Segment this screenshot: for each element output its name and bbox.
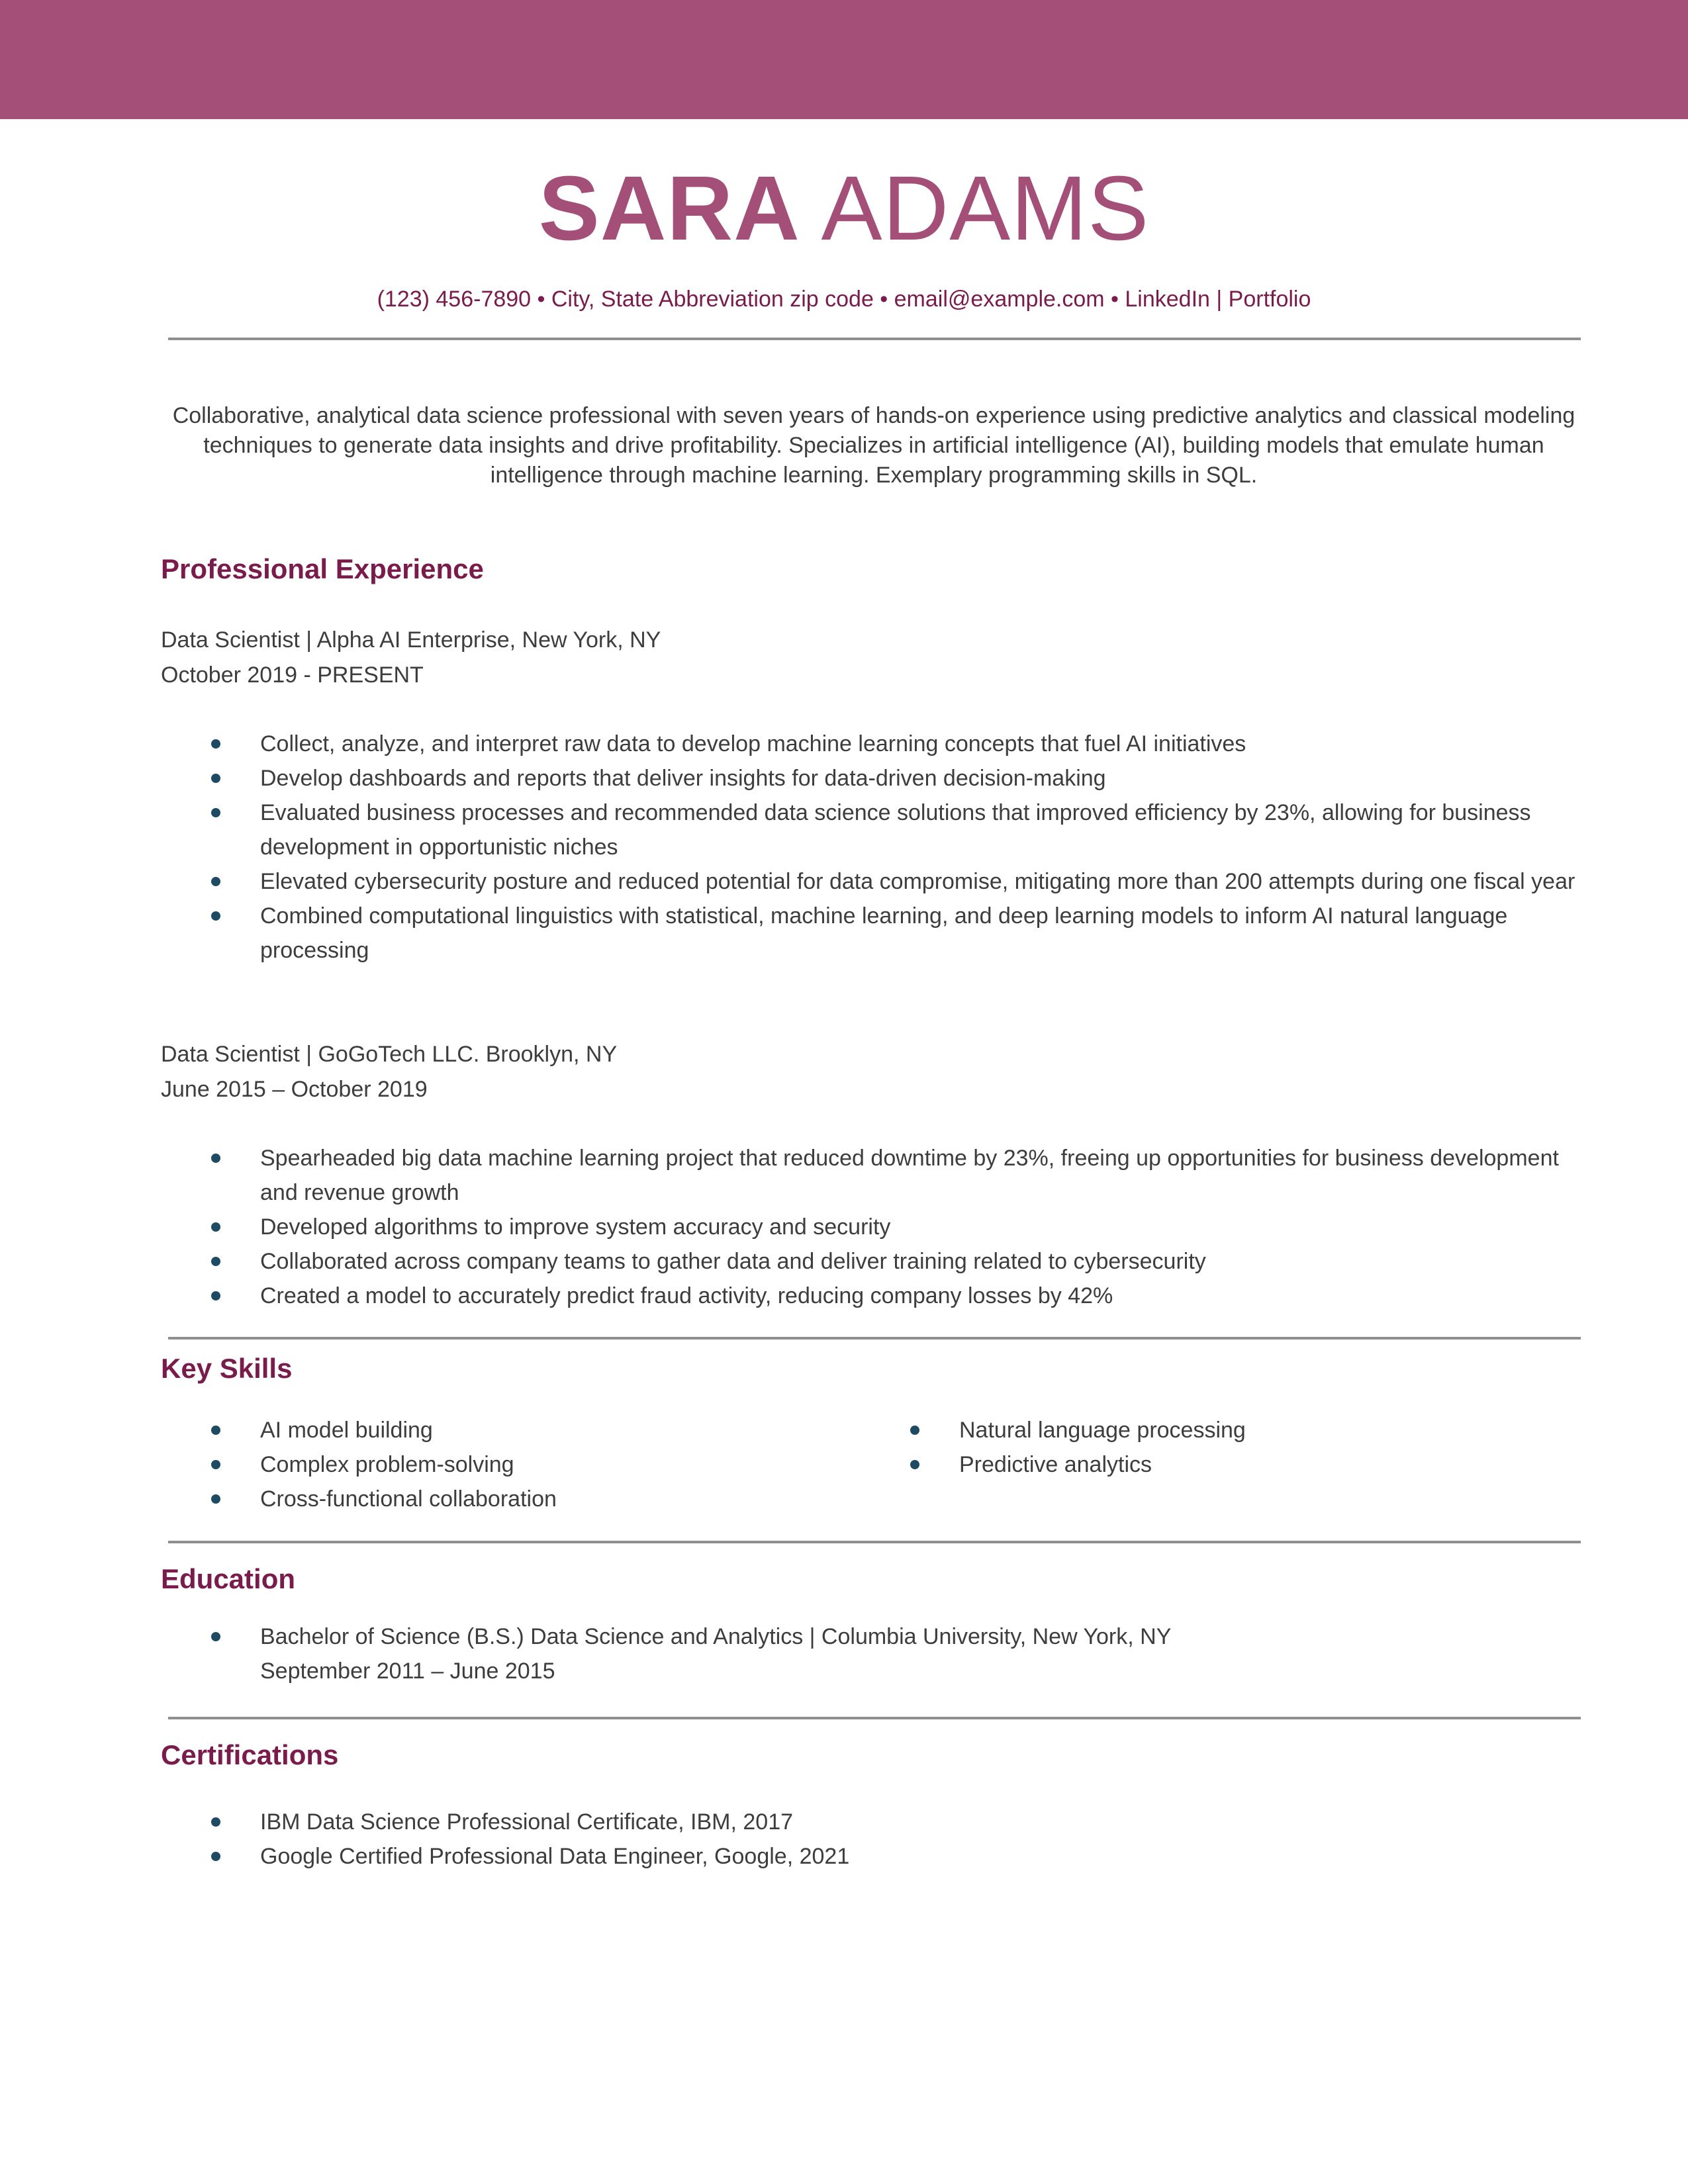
certifications-list [161,1805,1584,1874]
list-item: Google Certified Professional Data Engineer, Google, 2021 [161,1839,1584,1874]
first-name: SARA [538,158,800,259]
bullet-icon [211,1494,220,1504]
candidate-name [0,156,1688,261]
job-role-line: Data Scientist | Alpha AI Enterprise, New York, NY [161,627,661,653]
divider [168,338,1581,340]
list-item: Develop dashboards and reports that deliver insights for data-driven decision-making [161,761,1584,796]
degree-line: Bachelor of Science (B.S.) Data Science and Analytics | Columbia University, New York, NY [260,1624,1172,1649]
list-item: Elevated cybersecurity posture and reduced potential for data compromise, mitigating more than 200 attempts during one fiscal year [161,864,1584,899]
bullet-icon [910,1460,919,1469]
bullet-icon [211,1426,220,1435]
job-1-bullets [161,727,1584,968]
bullet-icon [211,1222,220,1232]
job-dates: June 2015 – October 2019 [161,1077,428,1102]
bullet-icon [211,774,220,783]
list-item: AI model building [161,1413,823,1447]
list-item: Evaluated business processes and recommended data science solutions that improved efficiency by 23%, allowing for business development in opportunistic niches [161,796,1584,864]
list-item: Spearheaded big data machine learning project that reduced downtime by 23%, freeing up opportunities for business development and revenue growth [161,1141,1584,1210]
bullet-icon [211,1154,220,1163]
bullet-icon [211,1291,220,1300]
skills-left-column [161,1413,823,1516]
header-band [0,0,1688,119]
contact-line: (123) 456-7890 • City, State Abbreviation zip code • email@example.com • LinkedIn | Portfolio [377,287,1311,312]
list-item: Created a model to accurately predict fraud activity, reducing company losses by 42% [161,1279,1584,1313]
bullet-icon [211,1852,220,1861]
bullet-icon [211,739,220,749]
list-item: Cross-functional collaboration [161,1482,823,1516]
list-item: IBM Data Science Professional Certificate, IBM, 2017 [161,1805,1584,1839]
bullet-icon [211,1632,220,1641]
bullet-icon [211,808,220,817]
section-title-experience: Professional Experience [161,553,484,584]
bullet-icon [211,1460,220,1469]
education-dates: September 2011 – June 2015 [260,1659,555,1684]
list-item: Natural language processing [860,1413,1522,1447]
bullet-icon [910,1426,919,1435]
summary-paragraph: Collaborative, analytical data science professional with seven years of hands-on experience using predictive analytics and classical modeling techniques to generate data insights and drive profitability. Specializes in artificial intelligence (AI), building models that emulate human intelligence through machine learning. Exemplary programming skills in SQL. [172,403,1575,488]
bullet-icon [211,1817,220,1827]
last-name: ADAMS [821,158,1150,259]
job-2-bullets [161,1141,1584,1313]
list-item: Developed algorithms to improve system accuracy and security [161,1210,1584,1244]
divider [168,1541,1581,1543]
list-item: Complex problem-solving [161,1447,823,1482]
bullet-icon [211,1257,220,1266]
section-title-skills: Key Skills [161,1353,293,1384]
list-item: Predictive analytics [860,1447,1522,1482]
job-dates: October 2019 - PRESENT [161,662,424,688]
education-list [161,1619,1584,1688]
list-item [161,1619,1584,1688]
divider [168,1337,1581,1340]
list-item: Collaborated across company teams to gather data and deliver training related to cybersecurity [161,1244,1584,1279]
skills-right-column [860,1413,1522,1482]
section-title-education: Education [161,1563,296,1594]
list-item: Collect, analyze, and interpret raw data to develop machine learning concepts that fuel AI initiatives [161,727,1584,761]
section-title-certifications: Certifications [161,1739,339,1770]
list-item: Combined computational linguistics with statistical, machine learning, and deep learning models to inform AI natural language processing [161,899,1584,968]
divider [168,1717,1581,1719]
bullet-icon [211,911,220,921]
job-role-line: Data Scientist | GoGoTech LLC. Brooklyn, NY [161,1042,618,1067]
bullet-icon [211,877,220,886]
